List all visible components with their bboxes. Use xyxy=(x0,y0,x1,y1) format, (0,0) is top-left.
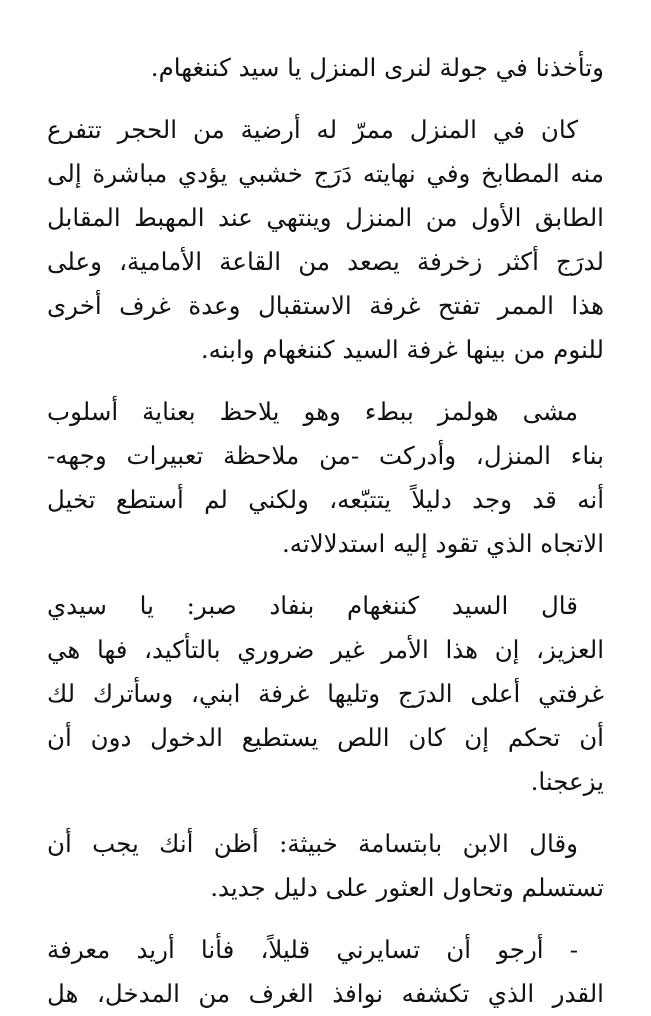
text-line: هذا الممر تفتح غرفة الاستقبال وعدة غرف أخرى xyxy=(47,291,604,320)
text-line: أن تحكم إن كان اللص يستطيع الدخول دون أن xyxy=(47,723,604,752)
text-line: الاتجاه الذي تقود إليه استدلالاته. xyxy=(281,529,604,558)
text-line: القدر الذي تكشفه نوافذ الغرف من المدخل، هل xyxy=(47,979,604,1008)
text-line: مشى هولمز ببطء وهو يلاحظ بعناية أسلوب xyxy=(47,397,578,426)
paragraph-6 xyxy=(47,928,604,1016)
text-line: كان في المنزل ممرّ له أرضية من الحجر تتفرع xyxy=(47,115,578,144)
text-line: للنوم من بينها غرفة السيد كننغهام وابنه. xyxy=(200,335,604,364)
paragraph-4 xyxy=(47,584,604,804)
paragraph-1 xyxy=(47,46,604,90)
text-line: أنه قد وجد دليلاً يتتبّعه، ولكني لم أستطع تخيل xyxy=(47,485,604,514)
text-line: العزيز، إن هذا الأمر غير ضروري بالتأكيد، فها هي xyxy=(47,635,604,664)
text-line: لدرَج أكثر زخرفة يصعد من القاعة الأمامية، وعلى xyxy=(47,247,604,276)
text-line: - أرجو أن تسايرني قليلاً، فأنا أريد معرفة xyxy=(47,935,578,964)
text-line: غرفتي أعلى الدرَج وتليها غرفة ابني، وسأترك لك xyxy=(47,679,604,708)
text-line: تستسلم وتحاول العثور على دليل جديد. xyxy=(210,873,604,902)
text-line: قال السيد كننغهام بنفاد صبر: يا سيدي xyxy=(47,591,578,620)
paragraph-3 xyxy=(47,390,604,566)
text-line: منه المطابخ وفي نهايته دَرَج خشبي يؤدي مباشرة إلى xyxy=(47,159,604,188)
text-line: يزعجنا. xyxy=(530,767,604,796)
paragraph-5 xyxy=(47,822,604,910)
text-line: وقال الابن بابتسامة خبيثة: أظن أنك يجب أن xyxy=(47,829,578,858)
text-line: بناء المنزل، وأدركت -من ملاحظة تعبيرات وجهه- xyxy=(47,441,604,470)
paragraph-2 xyxy=(47,108,604,372)
text-line: وتأخذنا في جولة لنرى المنزل يا سيد كننغهام. xyxy=(150,53,604,82)
text-line: الطابق الأول من المنزل وينتهي عند المهبط المقابل xyxy=(47,203,604,232)
